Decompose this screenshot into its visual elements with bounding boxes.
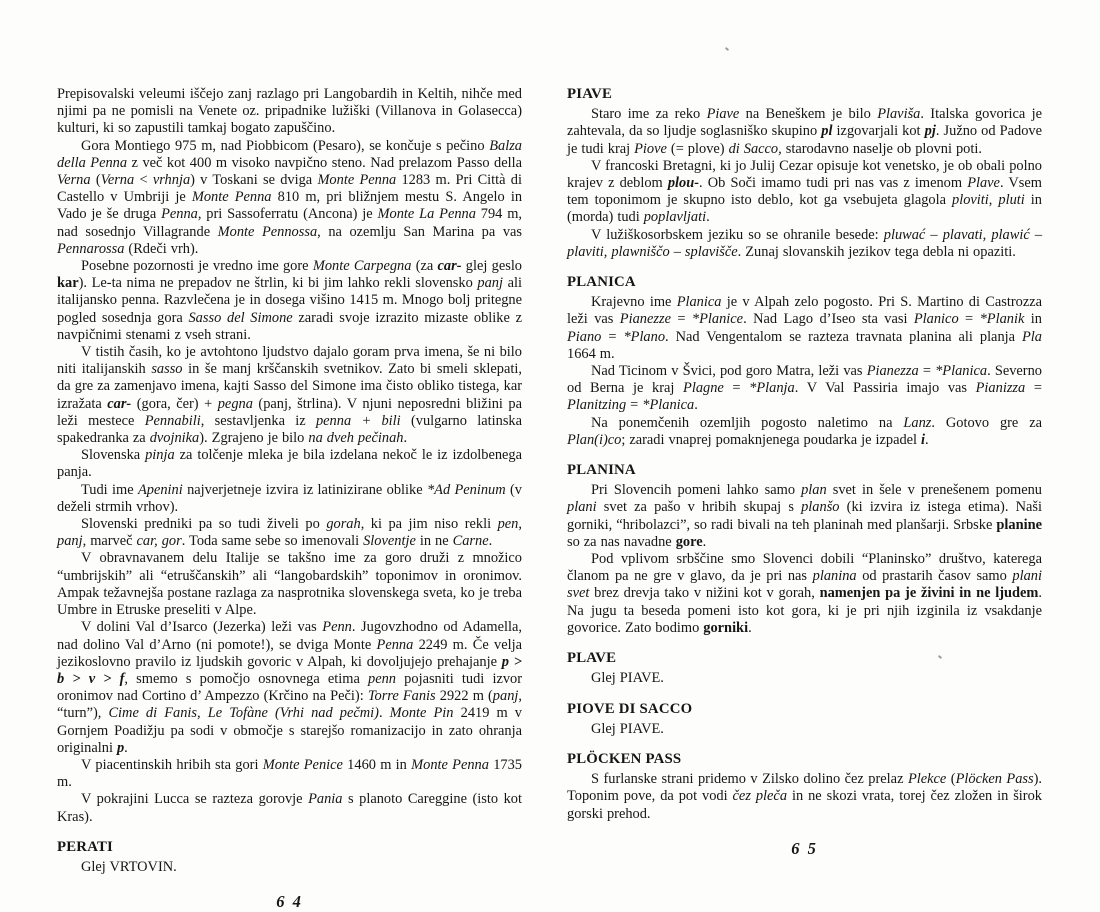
paragraph [567,415,1042,449]
paragraph [567,106,1042,158]
text-segment: na Beneškem je bilo [739,106,878,123]
entry-heading: PIAVE [567,86,613,102]
text-segment: starodavno naselje ob plovni poti. [781,140,982,157]
text-segment: . Ob Soči imamo tudi pri nas vas z imenom [699,175,968,192]
text-segment: . Nad Lago d’Iseo sta vasi [743,311,914,328]
text-segment: Plekce [907,771,947,788]
text-segment: *Plano [623,328,666,345]
text-segment: ; zaradi vnaprej pomaknjenega poudarka je izpadel [621,431,922,448]
text-segment: na dveh pečinah [308,430,404,447]
text-segment: , smemo s pomočjo osnovnega etima [124,670,369,687]
paragraph [57,344,522,447]
text-segment: Nad Ticinom v Švici, pod goro Matra, leži vas [591,363,867,380]
text-segment: Lanz [903,414,932,431]
text-segment: s planoto Careggine (isto kot Kras). [57,791,522,825]
text-segment: Monte Pin [389,705,454,722]
paragraph [57,859,522,876]
text-segment: . V Val Passiria imajo vas [794,380,976,397]
text-segment: . Nad Vengentalom se razteza travnata planina ali planja [665,328,1023,345]
text-segment: plou- [667,175,700,192]
text-segment: (vulgarno latinska spakedranka za [57,412,523,447]
text-segment: penna + bili [315,412,401,429]
text-segment: gorah [326,516,361,533]
text-segment: pj [924,123,936,140]
text-segment: panj [57,533,83,550]
paragraph [57,791,522,825]
text-segment: svet in šele v prenešenem pomenu [826,482,1042,499]
text-segment: zaradi svoje izrazito mizaste oblike z navpičnimi stenami z vseh strani. [57,309,522,343]
text-segment: (Rdeči vrh). [124,240,199,257]
entry-heading: PLANINA [567,462,636,479]
text-segment: = [626,397,643,414]
text-segment: Staro ime za reko [591,106,707,123]
text-segment: car- [437,258,462,275]
text-segment: V pokrajini Lucca se razteza gorovje [81,791,309,808]
text-segment: Pania [308,791,343,808]
text-segment: Pod vplivom srbščine smo Slovenci dobili “Planinsko” društvo, katerega članom pa ne gre v glavo, da je pri nas [567,551,1042,585]
text-segment: . Vsem tem toponimom je skupno isto deblo, kot ga vsebujeta glagola [567,175,1042,209]
text-segment: = [723,380,750,397]
text-segment: kar [57,275,79,292]
paragraph [57,138,522,258]
text-segment: . Severno od Berna je kraj [567,363,1042,397]
text-segment: V lužiškosorbskem jeziku so se ohranile besede: [591,226,884,243]
text-segment: ali italijansko penna. Razvlečena je in dosega višino 1415 m. Mnogo bolj pritegne pogled sosednja gora [57,275,522,326]
text-segment: . [124,739,128,756]
text-segment: V obravnavanem delu Italije se takšno ime za goro druži z množico “umbrijskih” ali “etruščanskih” ali “langobardskih” toponimov in oronimov. Ampak težavnejša postane razlaga za nasprotnika slovenskega sveta, ko je treba Umbre in Etruske preseliti v Alpe. [57,550,522,619]
text-segment: Prepisovalski veleumi iščejo zanj razlago pri Langobardih in Keltih, nihče med njimi pa ne pomisli na Venete oz. pripadnike lužiški (Villanova in Golasecca) kulturi, ki so zapustili tamkaj bogato zapuščino. [57,86,522,137]
text-segment: di Sacco, [728,140,782,157]
text-segment: Planitzing [567,397,627,414]
text-segment: . Na jugu ta beseda pomeni isto kot gora, ki je pri njih izginila iz vsakdanje govorice. Zato bodimo [567,585,1042,636]
text-segment: p [116,739,125,756]
text-segment: . [706,209,710,226]
text-segment: Pla [1022,328,1042,345]
text-segment: pen [497,516,519,533]
text-segment: Cime di Fanis, Le Tofàne (Vrhi nad pečmi) [108,705,379,722]
text-segment: svet za pašo v hribih skupaj s [596,499,802,516]
text-segment: *Planik [979,311,1025,328]
text-segment: S furlanske strani pridemo v Zilsko dolino čez prelaz [591,771,908,788]
text-segment: (gora, čer) + [131,395,218,412]
text-segment: V piacentinskih hribih sta gori [81,756,263,773]
text-segment: Verna [57,172,91,189]
text-segment: brez drevja tako v nižini kot v gorah, [589,585,820,602]
text-segment: ploviti [952,192,989,209]
text-segment: Piave [706,106,740,123]
text-segment: 2419 m v Gornjem Poadižju pa sodi v območje s starejšo romanizacijo in zato ohranja originalni [57,705,522,756]
text-segment: gorniki [703,619,749,636]
paragraph [567,294,1042,363]
text-segment: = [670,311,692,328]
text-segment: planine [996,516,1042,533]
paragraph [57,482,522,516]
text-segment: Plagne [683,380,724,397]
text-segment: p > b > v > f [57,653,522,687]
text-segment: Glej PIAVE. [591,670,664,687]
text-segment: Planica [676,294,722,311]
paragraph [567,771,1042,823]
text-segment: ). Toponim pove, da pot vodi [567,771,1043,805]
text-segment: (v deželi strmih vrhov). [57,481,522,515]
text-segment: in ne [415,533,453,550]
text-segment: , ki pa jim niso rekli [360,516,498,533]
text-segment: , pri Sassoferratu (Ancona) je [197,206,378,223]
text-segment: planina [812,568,857,585]
text-segment: 810 m, pri bližnjem mestu S. Angelo in Vado je še druga [57,189,523,223]
text-segment: *Planice [691,311,744,328]
paragraph [57,86,522,138]
text-segment: 2922 m ( [435,688,493,705]
text-segment: . [488,533,493,550]
paragraph [57,447,522,481]
paragraph [57,757,522,791]
text-segment: ( [946,771,956,788]
text-segment: in ne skozi vrata, torej čez zložen in širok gorski prehod. [567,788,1042,822]
text-segment: ( [90,172,101,189]
text-segment: Slovenska [81,447,146,464]
text-segment: Monte La Penna [377,206,476,223]
text-segment: *Planica [642,397,695,414]
text-segment: glej geslo [461,258,523,275]
text-segment: Balza della Penna [57,137,522,171]
text-segment: . Gotovo gre za [931,414,1042,431]
text-segment: 1283 m. Pri Città di Castello v Umbriji je [57,172,523,206]
text-segment: Pianezze [619,311,671,328]
text-segment: dvojnika [149,430,200,447]
text-segment: je v Alpah zelo pogosto. Pri S. Martino di Castrozza leži vas [567,294,1042,328]
text-segment: Plaviša [877,106,921,123]
text-segment: *Ad Peninum [426,481,506,498]
text-segment: za tolčenje mleka je bila izdelana nekoč le iz izdolbenega panja. [57,447,523,481]
text-segment: so za nas navadne [567,533,676,550]
paragraph [567,227,1042,261]
text-segment: Gora Montiego 975 m, nad Piobbicom (Pesaro), se končuje s pečino [81,137,490,154]
text-segment: penn [368,670,397,687]
text-segment: Krajevno ime [591,294,677,311]
text-segment: Na ponemčenih ozemljih pogosto naletimo na [591,414,904,431]
text-segment: V francoski Bretagni, ki jo Julij Cezar opisuje kot venetsko, je ob obali polno krajev z deblom [567,157,1042,192]
text-segment: Piove [634,140,667,157]
text-segment: Pianizza [975,380,1026,397]
text-segment: Pri Slovencih pomeni lahko samo [591,482,802,499]
text-segment: = [958,311,980,328]
text-segment: , marveč [82,533,137,550]
text-segment: Pennarossa [57,240,125,257]
text-segment: . [748,619,752,636]
text-segment: ). Le-ta nima ne prepadov ne štrlin, ki bi jim lahko rekli slovensko [78,275,478,292]
text-segment: od prastarih časov samo [856,568,1013,585]
text-segment: panj [477,275,503,292]
text-segment: namenjen pa je živini in ne ljudem [819,585,1039,602]
text-segment: Monte Penice [262,756,343,773]
text-segment: . [378,705,390,722]
entry-heading: PLAVE [567,650,617,667]
entry-heading: PIOVE DI SACCO [567,700,693,717]
text-segment: Penn [322,619,352,636]
text-segment: Verna [100,172,135,189]
text-segment: = [918,363,936,380]
text-segment: Torre Fanis [367,688,436,705]
text-segment: 1460 m in [342,756,412,773]
text-segment: . [702,533,707,550]
paragraph [57,258,522,344]
text-segment: izgovarjali kot [832,123,925,140]
text-segment: Planico [913,311,959,328]
text-segment: Pennabili [144,412,201,429]
text-segment: Glej PIAVE. [591,720,664,737]
text-segment: sasso [151,361,183,378]
text-segment: Sloventje [363,533,416,550]
text-segment: in (morda) tudi [567,192,1042,226]
page-number: 6 4 [276,892,303,912]
text-segment: Plan(i)co [567,431,622,448]
text-segment: . [694,397,698,414]
text-segment: . [925,431,929,448]
text-segment: in še manj krščanskih svetnikov. Zato bi smeli sklepati, da gre za zamenjavo imena, kajti Sasso del Simone ima čisto obliko tistega, kar izražata [57,361,522,412]
text-segment: plan [801,482,827,499]
text-segment: , [518,516,522,533]
text-segment: . [403,430,408,447]
text-segment: panj [492,688,519,705]
paragraph [567,158,1042,227]
text-segment: Slovenski predniki pa so tudi živeli po [81,516,327,533]
text-segment: car- [107,395,132,412]
text-segment: plani svet [567,568,1042,602]
text-segment: Glej VRTOVIN. [81,858,177,875]
text-segment: . Zunaj slovanskih jezikov tega debla ni opaziti. [737,243,1016,260]
paragraph [57,516,522,550]
paragraph [57,550,522,619]
text-segment: < [134,172,153,189]
text-segment: = [601,328,624,345]
paragraph [567,551,1042,637]
text-segment: Penna [376,636,414,653]
text-segment: Sasso del Simone [188,309,293,326]
text-segment: planšo [801,499,840,516]
text-segment: pojasniti tudi izvor oronimov nad Cortino d’ Ampezzo (Krčino na Peči): [57,670,523,705]
page-number: 6 5 [791,838,818,858]
paragraph [57,619,522,757]
text-segment: Pianezza [866,363,919,380]
text-segment: gore [675,533,703,550]
text-segment: Posebne pozornosti je vredno ime gore [81,258,313,275]
text-segment: 1735 m. [57,756,522,791]
text-segment: Monte Penna [191,189,272,206]
text-segment: poplavljati [643,209,707,226]
text-segment: plani [567,499,597,516]
text-segment: pluti [998,192,1025,209]
paragraph [567,482,1042,551]
text-segment: *Planica [935,363,988,380]
text-segment: V tistih časih, ko je avtohtono ljudstvo dajalo goram prva imena, še ni bilo niti italijanskih [57,344,522,378]
text-segment: , sestavljenka iz [200,412,316,429]
text-segment: (panj, štrlina). V njuni neposredni bližini pa leži mestece [57,395,522,429]
text-segment: . Toda same sebe so imenovali [181,533,364,550]
text-segment: Plöcken Pass [955,771,1034,788]
text-segment: Apenini [137,481,183,498]
text-segment: 1664 m. [567,345,615,362]
text-segment: najverjetneje izvira iz latinizirane oblike [182,481,427,498]
text-segment: pinja [145,447,175,464]
text-segment: *Planja [749,380,795,397]
entry-heading: PERATI [57,838,114,855]
text-segment: Carne [452,533,489,550]
text-segment: i [921,431,926,448]
text-segment: = [1025,380,1042,397]
text-segment: ). Zgrajeno je bilo [199,430,309,447]
text-segment: , “turn”), [57,688,522,722]
text-segment: Monte Penna [411,756,489,773]
text-segment: , na ozemlju San Marina pa vas [317,223,522,240]
text-segment: Monte Carpegna [312,258,412,275]
text-segment: V dolini Val d’Isarco (Jezerka) leži vas [81,619,323,636]
paragraph [567,363,1042,415]
entry-heading: PLÖCKEN PASS [567,750,682,767]
text-segment: Tudi ime [81,481,138,498]
text-segment: pluwać – plavati, plawić – plaviti, plawniščo – splavišče [567,226,1043,260]
text-segment: Piano [567,328,602,345]
text-segment: pegna [217,395,253,412]
text-segment: čez pleča [732,788,788,805]
text-segment: , [988,192,999,209]
text-segment: vrhnja [152,172,191,189]
paragraph [567,670,1042,687]
text-segment: in [1024,311,1042,328]
text-segment: 794 m, nad sosednjo Villagrande [57,206,522,240]
entry-heading: PLANICA [567,274,636,291]
text-segment: Plave [967,175,1000,192]
text-segment: car, gor [136,533,182,550]
text-segment: ) v Toskani se dviga [190,172,318,189]
text-segment: (= plove) [666,140,729,157]
text-segment: (ki izvira iz istega etima). Naši gorniki, “hribolazci”, so radi bivali na teh planinah med planšarji. Srbske [567,499,1042,533]
text-segment: (za [411,258,438,275]
text-segment: z več kot 400 m visoko navpično steno. Nad prelazom Passo della [127,154,522,171]
text-segment: Monte Penna [317,172,397,189]
text-segment: . Italska govorica je zahtevala, da so ljudje soglasniško skupino [567,106,1043,140]
text-segment: pl [821,123,833,140]
text-segment: . Južno od Padove je tudi kraj [567,123,1043,157]
text-segment: . Jugovzhodno od Adamella, nad dolino Val d’Arno (ni pomote!), se dviga Monte [57,619,522,653]
paragraph [567,721,1042,738]
page-65 [567,86,1042,912]
text-segment: 2249 m. Če velja jezikoslovno pravilo iz ljudskih govoric v Alpah, ki dovoljujejo prehajanje [57,636,523,670]
text-segment: Penna [161,206,198,223]
text-segment: Monte Pennossa [217,223,318,240]
page-64 [57,86,522,912]
